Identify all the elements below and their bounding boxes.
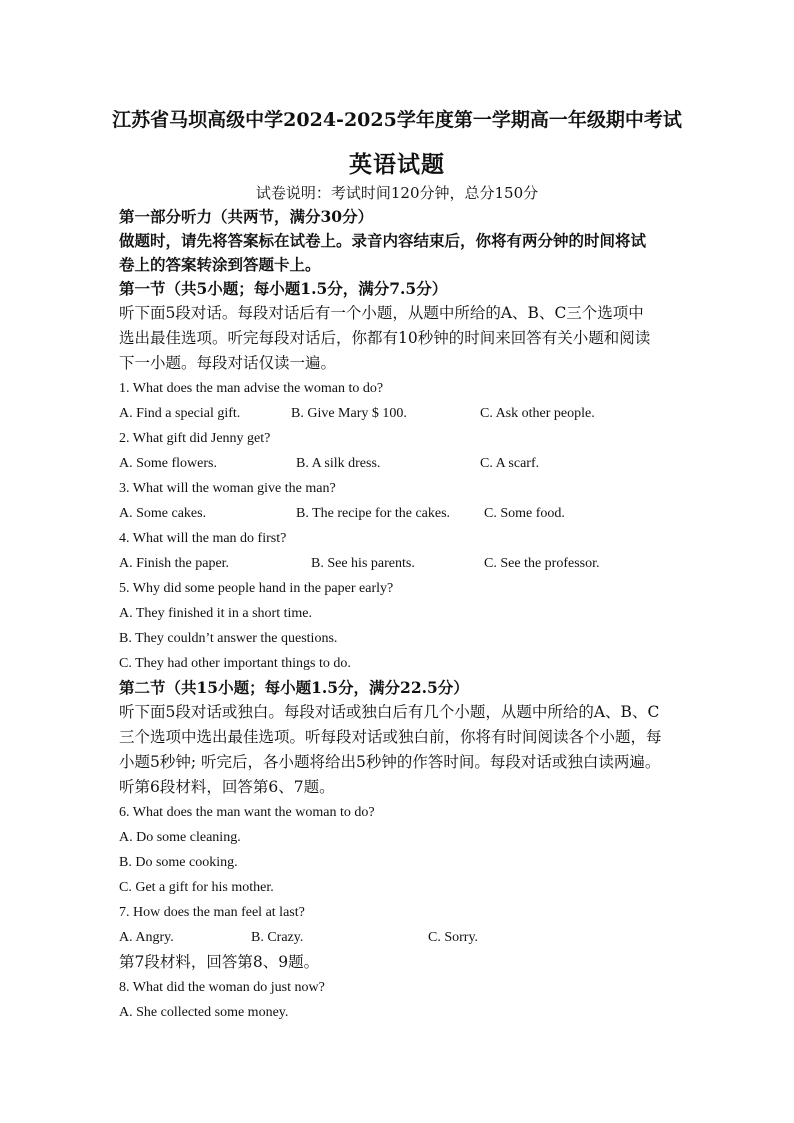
question-3-options [119,501,694,526]
option-a: A. Some cakes. [119,506,207,521]
option-a: A. Angry. [119,930,174,945]
option-b: B. Do some cooking. [119,855,238,870]
part1-instruction-line2: 卷上的答案转涂到答题卡上。 [119,255,321,274]
option-c: C. Get a gift for his mother. [119,880,274,895]
question-4: 4. What will the man do first? [119,531,287,546]
section1-directions-line1: 听下面5段对话。每段对话后有一个小题，从题中所给的A、B、C三个选项中 [119,304,644,322]
question-7-options [119,925,694,950]
question-6: 6. What does the man want the woman to do? [119,805,375,820]
option-a: A. Find a special gift. [119,406,241,421]
section2-directions-line1: 听下面5段对话或独白。每段对话或独白后有几个小题，从题中所给的A、B、C [119,703,660,721]
question-4-options [119,551,694,576]
section2-directions-line2: 三个选项中选出最佳选项。听每段对话或独白前，你将有时间阅读各个小题，每 [119,728,662,746]
section2-directions-line3: 小题5秒钟; 听完后，各小题将给出5秒钟的作答时间。每段对话或独白读两遍。 [119,753,661,771]
question-1: 1. What does the man advise the woman to do? [119,381,384,396]
question-1-options [119,401,694,426]
question-2-options [119,451,694,476]
option-b: B. Give Mary $ 100. [291,406,407,421]
exam-content [119,205,694,1025]
material-6-label: 听第6段材料，回答第6、7题。 [119,778,335,796]
section2-heading: 第二节（共15小题；每小题1.5分，满分22.5分） [119,678,469,697]
exam-title: 江苏省马坝高级中学2024-2025学年度第一学期高一年级期中考试 [112,109,682,131]
section1-heading: 第一节（共5小题；每小题1.5分，满分7.5分） [119,279,448,298]
question-7: 7. How does the man feel at last? [119,905,305,920]
option-b: B. A silk dress. [296,456,381,471]
option-c: C. A scarf. [480,456,540,471]
option-a: A. Do some cleaning. [119,830,241,845]
subject-title: 英语试题 [349,151,445,178]
option-b: B. Crazy. [251,930,304,945]
option-a: A. Some flowers. [119,456,217,471]
option-a: A. They finished it in a short time. [119,606,312,621]
question-2: 2. What gift did Jenny get? [119,431,271,446]
exam-note: 试卷说明：考试时间120分钟，总分150分 [255,184,539,202]
option-b: B. See his parents. [311,556,415,571]
option-c: C. Some food. [484,506,565,521]
option-c: C. They had other important things to do. [119,656,351,671]
section1-directions-line3: 下一小题。每段对话仅读一遍。 [119,354,337,372]
option-b: B. They couldn’t answer the questions. [119,631,338,646]
option-b: B. The recipe for the cakes. [296,506,451,521]
option-c: C. See the professor. [484,556,600,571]
part1-instruction-line1: 做题时，请先将答案标在试卷上。录音内容结束后，你将有两分钟的时间将试 [119,231,647,250]
material-7-label: 第7段材料，回答第8、9题。 [119,953,320,971]
option-a: A. Finish the paper. [119,556,230,571]
option-c: C. Sorry. [428,930,479,945]
question-5: 5. Why did some people hand in the paper early? [119,581,394,596]
part1-heading: 第一部分听力（共两节，满分30分） [119,207,374,226]
option-c: C. Ask other people. [480,406,595,421]
question-8: 8. What did the woman do just now? [119,980,325,995]
question-3: 3. What will the woman give the man? [119,481,336,496]
section1-directions-line2: 选出最佳选项。听完每段对话后，你都有10秒钟的时间来回答有关小题和阅读 [119,329,651,347]
option-a: A. She collected some money. [119,1005,289,1020]
